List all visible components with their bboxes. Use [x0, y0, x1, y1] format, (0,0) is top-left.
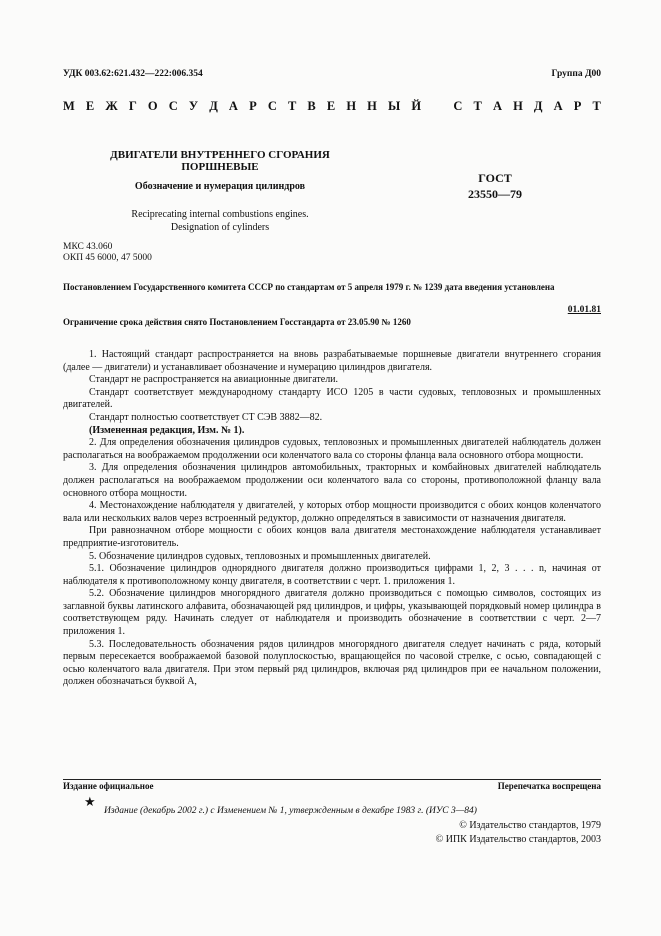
group-code: Группа Д00	[551, 69, 601, 79]
body-paragraph: 3. Для определения обозначения цилиндров автомобильных, тракторных и комбайновых двигателей наблюдатель должен располагаться на воображаемом продолжении оси коленчатого вала со стороны, противоположной фланцу вала основного отбора мощности.	[63, 462, 601, 499]
body-paragraph: 2. Для определения обозначения цилиндров судовых, тепловозных и промышленных двигателей наблюдатель должен располагаться на воображаемом продолжении оси коленчатого вала со стороны фланца вала основного отбора мощности.	[63, 437, 601, 461]
body-paragraph: 5.1. Обозначение цилиндров однорядного двигателя должно производиться цифрами 1, 2, 3 . . . n, начиная от наблюдателя к противоположному концу двигателя, в соответствии с черт. 1. приложения 1.	[63, 563, 601, 587]
banner-l16: Ы	[388, 99, 401, 113]
body-paragraph: Стандарт не распространяется на авиационные двигатели.	[89, 374, 339, 386]
classification-codes	[63, 242, 152, 264]
banner-r2: А	[492, 99, 502, 113]
okp-code: ОКП 45 6000, 47 5000	[63, 253, 152, 263]
banner-l0: М	[63, 99, 75, 113]
banner-l2: Ж	[105, 99, 118, 113]
document-subtitle: Обозначение и нумерация цилиндров	[134, 181, 306, 192]
body-paragraph: 4. Местонахождение наблюдателя у двигателей, у которых отбор мощности производится с обоих концов коленчатого вала или нескольких валов через встроенный редуктор, должно определяться в зависимости от назначения двигателя.	[63, 500, 601, 524]
body-paragraph: 5.3. Последовательность обозначения рядов цилиндров многорядного двигателя следует начинать с ряда, который первым пересекается воображаемой базовой полуплоскостью, вращающейся по часовой стрелке, с осью, совпадающей с осью коленчатого вала двигателя. При этом первый ряд цилиндров, включая ряд цилиндров при ее начальном положении, должен обозначаться буквой A,	[63, 638, 601, 688]
copyright-1979: © Издательство стандартов, 1979	[459, 820, 601, 831]
star-icon: ★	[84, 794, 96, 809]
mks-code: МКС 43.060	[63, 242, 113, 252]
banner-r5: А	[553, 99, 563, 113]
footer-divider	[63, 779, 601, 780]
gost-designation	[455, 170, 535, 202]
banner-l4: О	[147, 99, 158, 113]
banner-r7: Т	[592, 99, 601, 113]
banner-l13: Е	[326, 99, 336, 113]
banner-r3: Н	[513, 99, 523, 113]
banner-r6: Р	[573, 99, 582, 113]
gost-number: 23550—79	[468, 187, 522, 201]
english-title	[60, 208, 380, 234]
banner-l17: Й	[411, 99, 422, 113]
banner-l8: А	[228, 99, 238, 113]
limit-notice: Ограничение срока действия снято Постановлением Госстандарта от 23.05.90 № 1260	[63, 317, 411, 327]
effective-date: 01.01.81	[567, 305, 601, 315]
body-paragraph: 5. Обозначение цилиндров судовых, тепловозных и промышленных двигателей.	[89, 550, 431, 562]
banner-l10: С	[267, 99, 277, 113]
official-edition-label: Издание официальное	[63, 781, 154, 791]
amendment-note: (Измененная редакция, Изм. № 1).	[89, 424, 245, 436]
english-title-line-2: Designation of cylinders	[170, 222, 270, 233]
gost-label: ГОСТ	[478, 171, 512, 185]
banner-l5: С	[168, 99, 178, 113]
standard-banner	[63, 99, 601, 114]
banner-l9: Р	[249, 99, 257, 113]
banner-l3: Г	[128, 99, 137, 113]
copyright-2003: © ИПК Издательство стандартов, 2003	[435, 834, 601, 845]
banner-l7: Д	[209, 99, 218, 113]
banner-gap	[432, 99, 442, 114]
body-paragraph: При равнозначном отборе мощности с обоих концов вала двигателя местонахождение наблюдателя устанавливает предприятие-изготовитель.	[63, 525, 601, 549]
banner-l14: Н	[346, 99, 357, 113]
banner-r0: С	[453, 99, 463, 113]
title-line-2: ПОРШНЕВЫЕ	[181, 161, 259, 173]
document-title	[60, 149, 380, 173]
title-line-1: ДВИГАТЕЛИ ВНУТРЕННЕГО СГОРАНИЯ	[110, 149, 330, 161]
banner-l11: Т	[287, 99, 297, 113]
banner-l12: В	[307, 99, 316, 113]
body-paragraph: 5.2. Обозначение цилиндров многорядного двигателя должно производиться с помощью символов, состоящих из заглавной буквы латинского алфавита, обозначающей ряд цилиндров, и цифры, указывающей порядковый номер цилиндра в соответствующем ряду. Начинать следует от наблюдателя и производить обозначение в соответствии с черт. 2—7 приложения 1.	[63, 588, 601, 638]
body-paragraph: Стандарт полностью соответствует СТ СЭВ 3882—82.	[89, 411, 323, 423]
banner-l1: Е	[85, 99, 95, 113]
english-title-line-1: Reciprecating internal combustions engines.	[131, 209, 309, 220]
banner-r4: Д	[533, 99, 543, 113]
udk-code: УДК 003.62:621.432—222:006.354	[63, 69, 203, 79]
document-body	[63, 349, 601, 689]
body-paragraph: Стандарт соответствует международному стандарту ИСО 1205 в части судовых, тепловозных и промышленных двигателей.	[63, 386, 601, 411]
edition-note: Издание (декабрь 2002 г.) с Изменением № 1, утвержденным в декабре 1983 г. (ИУС 3—84)	[104, 806, 477, 816]
reprint-notice: Перепечатка воспрещена	[497, 781, 601, 791]
body-paragraph: 1. Настоящий стандарт распространяется на вновь разрабатываемые поршневые двигатели внутреннего сгорания (далее — двигатели) и устанавливает обозначение и нумерацию цилиндров двигателя.	[63, 349, 601, 373]
banner-r1: Т	[473, 99, 482, 113]
banner-l6: У	[188, 99, 199, 113]
banner-l15: Н	[367, 99, 377, 113]
decree-notice: Постановлением Государственного комитета СССР по стандартам от 5 апреля 1979 г. № 1239 дата введения установлена	[63, 282, 555, 292]
